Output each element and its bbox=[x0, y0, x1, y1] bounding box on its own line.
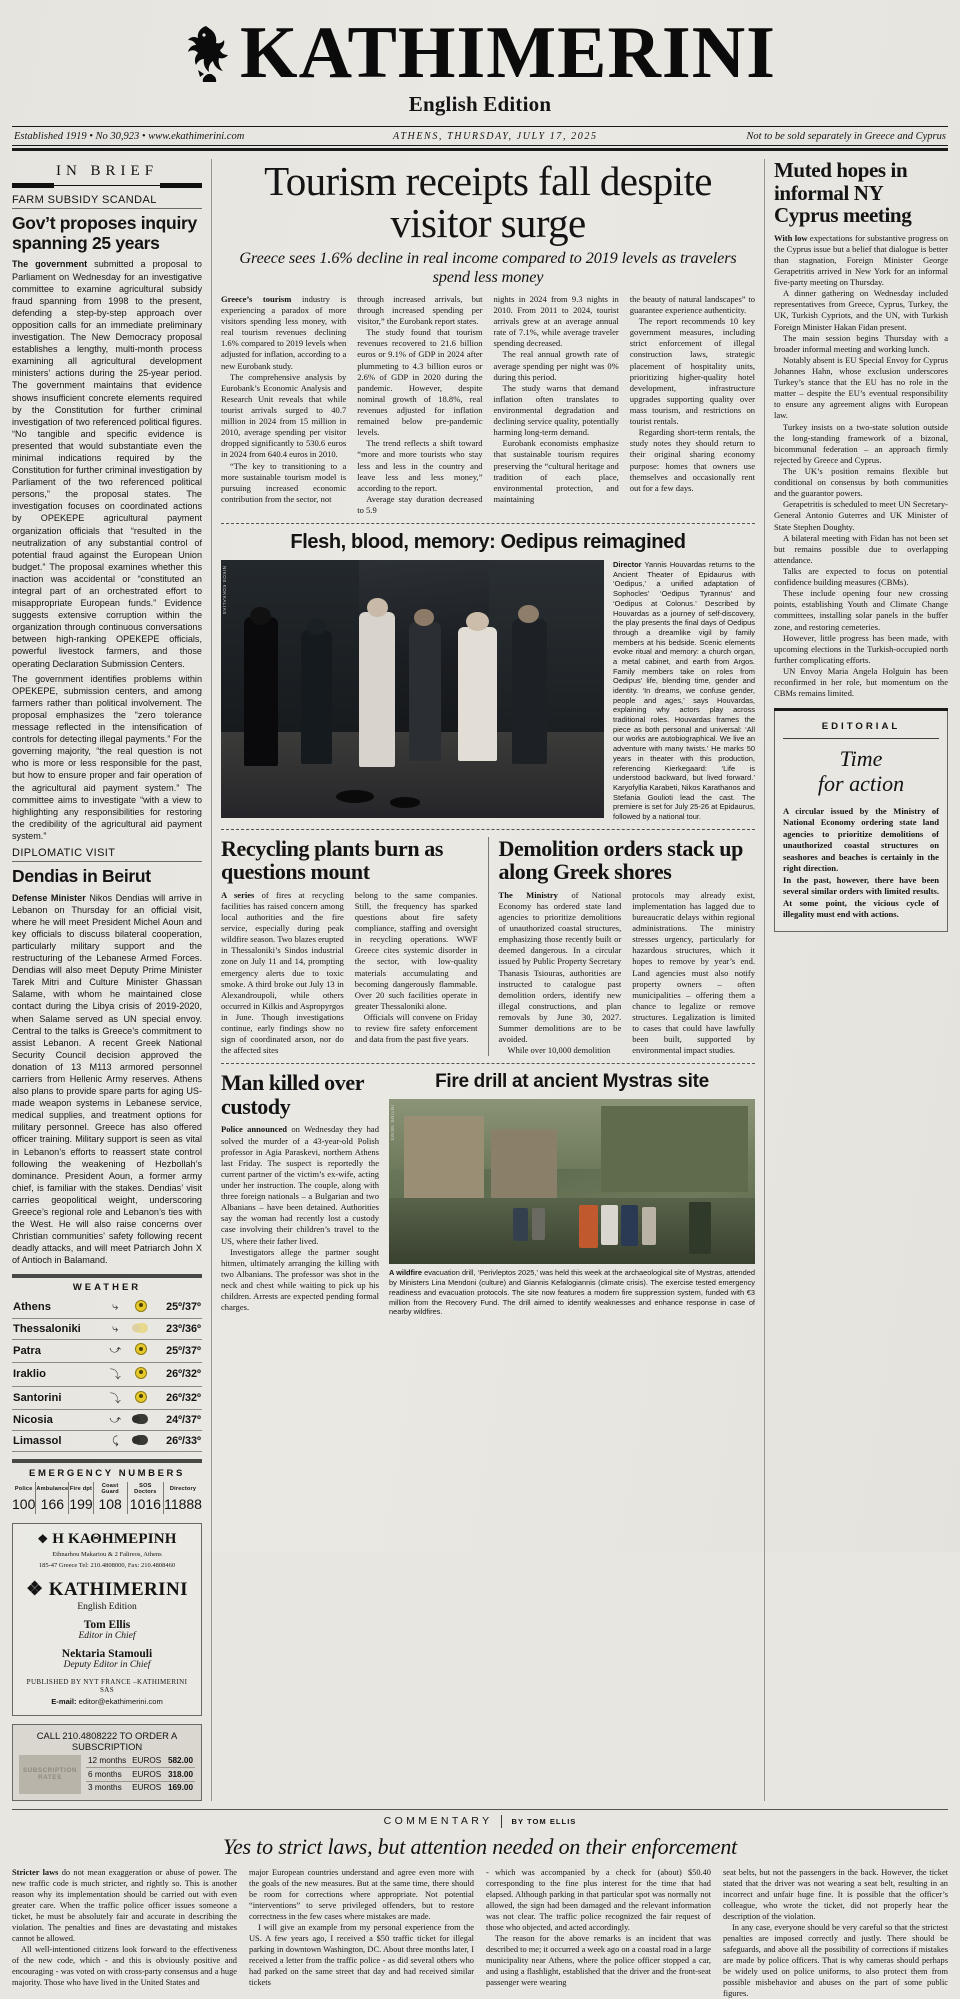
emergency-label: Police bbox=[12, 1482, 36, 1496]
weather-city: Athens bbox=[12, 1296, 102, 1318]
demolition-p: protocols may already exist, implementation has lagged due to bureaucratic delays within regional administrations. The ministry stresses urgency, particularly for hazardous structures, which it hopes to remove by year’s end. Land agencies must also notify property owners – often municipalities – offering them a chance to legalize or remove structures. Legalization is limited to cases that could have lawfully been built, supported by environmental impact studies. bbox=[632, 889, 755, 1056]
weather-temps: 24º/37º bbox=[154, 1410, 202, 1431]
griffin-small-icon: ❖ bbox=[37, 1531, 49, 1546]
editorial-title-line-1: Time bbox=[839, 746, 883, 772]
in-brief-heading: IN BRIEF bbox=[55, 163, 159, 180]
demolition-lead-in: The Ministry bbox=[498, 889, 558, 900]
man-killed-lead-in: Police announced bbox=[221, 1124, 288, 1135]
two-up-articles bbox=[221, 837, 755, 1057]
cyprus-p: The UK’s position remains flexible but conditional on consensus by both communities and the guarantor powers. bbox=[774, 466, 948, 499]
commentary-byline: BY TOM ELLIS bbox=[511, 1816, 577, 1826]
demolition-headline[interactable]: Demolition orders stack up along Greek shores bbox=[498, 835, 743, 885]
emergency-label: Ambulance bbox=[36, 1482, 69, 1496]
subscription-price: 582.00 bbox=[165, 1755, 195, 1768]
editorial-p: A circular issued by the Ministry of National Economy ordering state land agencies to prioritize demolitions of unauthorized coastal structures on seashores and beaches is certainly in the right direction. bbox=[783, 805, 939, 874]
weather-table bbox=[12, 1296, 202, 1451]
weather-row bbox=[12, 1340, 202, 1363]
in-brief-divider bbox=[12, 183, 202, 188]
masthead-title: KATHIMERINI bbox=[240, 12, 776, 94]
mystras-caption-text: evacuation drill, ‘Perivleptos 2025,’ was held this week at the archaeological site of Mystras, attended by Ministers Lina Mendoni (culture) and Giannis Kefalogiannis (climate crisis). The exercise tested emergency readiness and evacuation protocols. The site now features a modern fire suppression system, funded with €3 million from the Recovery Fund. The drill aimed to identify weaknesses and enhance response in case of nearby wildfires. bbox=[389, 1268, 755, 1317]
emergency-number: 1016 bbox=[127, 1496, 163, 1514]
weather-row bbox=[12, 1386, 202, 1410]
lead-story[interactable] bbox=[221, 158, 755, 516]
wind-icon: ⤷ bbox=[112, 1322, 119, 1335]
weather-row bbox=[12, 1296, 202, 1318]
emergency-label: SOS Doctors bbox=[127, 1482, 163, 1496]
subscription-period: 6 months bbox=[86, 1768, 130, 1781]
masthead-rule bbox=[12, 126, 948, 127]
demolition-p: of National Economy has ordered state land agencies to prioritize demolitions of unauthorized coastal structures, emphasizing those recently built or deemed dangerous. In a circular issued by Public Property Secretary Thanasis Tsiouras, authorities are instructed to catalogue past demolition orders, identify new illegal constructions, and plan removals by June 30, 2027. Summer demolitions are to be avoided. bbox=[498, 889, 622, 1045]
subscription-box[interactable] bbox=[12, 1724, 202, 1801]
cyprus-p: A bilateral meeting with Fidan has not been set but remains possible due to overlapping attendance. bbox=[774, 532, 948, 565]
cyprus-p: Turkey insists on a two-state solution outside the long-standing framework of a bizonal, bicommunal federation – an approach firmly rejected by Greece and Cyprus. bbox=[774, 421, 948, 465]
brief-body bbox=[12, 892, 202, 1267]
weather-temps: 26º/32º bbox=[154, 1362, 202, 1386]
weather-city: Santorini bbox=[12, 1386, 102, 1410]
wind-icon: ⤵ bbox=[109, 1369, 121, 1382]
weather-temps: 25º/37º bbox=[154, 1340, 202, 1363]
oedipus-caption-lead: Director bbox=[613, 560, 642, 570]
published-by: PUBLISHED BY NYT FRANCE –KATHIMERINI SAS bbox=[26, 1677, 188, 1694]
cyprus-p: Notably absent is EU Special Envoy for Cyprus Johannes Hahn, whose exclusion underscores Turkey’s stance that the EU has no role in the matter – despite the EU’s eventual responsibility to ensure any agreement aligns with European law. bbox=[774, 354, 948, 421]
commentary-p: major European countries understand and agree even more with the goals of the new measures. But at the same time, there should be room for corrections where appropriate. Not potential “interventions” to serve privileged offenders, but to restore correctness in the few cases where mistakes are made. bbox=[249, 1867, 474, 1921]
masthead-rule-3 bbox=[12, 148, 948, 151]
weather-temps: 23º/36º bbox=[154, 1319, 202, 1340]
lead-p: Average stay duration decreased to 5.9 bbox=[357, 493, 483, 515]
subscription-currency: EUROS bbox=[130, 1768, 165, 1781]
man-killed-body bbox=[221, 1124, 379, 1313]
cyprus-p: Gerapetritis is scheduled to meet UN Secretary-General Antonio Guterres and UK Minister of State Stephen Doughty. bbox=[774, 499, 948, 532]
subscription-rates-badge bbox=[19, 1755, 81, 1794]
emergency-table bbox=[12, 1482, 202, 1514]
subscription-price: 169.00 bbox=[167, 1783, 193, 1793]
brief-text-2: The government identifies problems within OPEKEPE, submission centers, and among farmers rather than political involvement. The proposal emphasizes the “zero tolerance message reflected in the intensification of controls for detecting illegal payments.” For the governing majority, “the real question is not who is more or less responsible for the past, but how to ensure proper and fair operation of the agricultural aid payment system.” The committee aims to investigate “with a view to highlighting any responsibilities for restoring the credibility of the agricultural aid payment system.” bbox=[12, 673, 202, 841]
commentary-p: The reason for the above remarks is an incident that was described to me; it occurred a week ago on a coastal road in a large municipality near Athens, where the police officer stopped a car, and using a flashlight, established that the driver and the front-seat passenger were wearing bbox=[486, 1933, 711, 1987]
emergency-number: 100 bbox=[12, 1495, 36, 1512]
commentary-p: - which was accompanied by a check for (about) $50.40 corresponding to the fine plus interest for the time that had elapsed. Although parking in that particular spot was normally not allowed, the sign had been damaged and the relevant information was not clear. The traffic police recognized the fair request of those who objected, and acted accordingly. bbox=[486, 1867, 711, 1932]
weather-temps: 26º/32º bbox=[154, 1386, 202, 1410]
man-killed-p: Investigators allege the partner sought hitmen, ultimately arranging the killing with two Albanians. The professor was shot in the neck and chest while waiting to pick up his children. Arrests are expected pending formal charges. bbox=[221, 1246, 379, 1313]
emergency-number: 199 bbox=[69, 1495, 93, 1512]
cyprus-p: UN Envoy Maria Angela Holguin has been reconfirmed in her role, but momentum on the CBMs remains limited. bbox=[774, 665, 948, 699]
editorial-p: In the past, however, there have been several similar orders with limited results. At some point, the vicious cycle of illegality must end with actions. bbox=[783, 874, 939, 920]
lead-p: industry is experiencing a paradox of more visitors spending less money, with real tourism revenues declining 1.6% compared to 2019 levels when adjusted for inflation, according to a new Eurobank study. bbox=[221, 293, 347, 371]
subscription-currency: EUROS bbox=[130, 1755, 165, 1768]
wind-icon: ⤹ bbox=[111, 1434, 119, 1447]
divider-dashed bbox=[221, 523, 755, 524]
subscription-row bbox=[86, 1768, 195, 1781]
editorial-title-line-2: for action bbox=[817, 770, 905, 796]
publisher-address-1: Ethnarhou Makariou & 2 Falirеos, Athens bbox=[52, 1550, 162, 1558]
subscription-currency: EUROS bbox=[132, 1783, 162, 1793]
demolition-article[interactable] bbox=[499, 837, 756, 1057]
editor-email-link[interactable]: editor@ekathimerini.com bbox=[78, 1696, 163, 1706]
weather-city: Iraklio bbox=[12, 1362, 102, 1386]
brief-headline[interactable]: Dendias in Beirut bbox=[12, 865, 151, 886]
editor-name: Tom Ellis bbox=[83, 1618, 131, 1631]
emergency-top-rule bbox=[12, 1459, 202, 1463]
cyprus-p: However, little progress has been made, with upcoming elections in the Turkish-occupied north further complicating efforts. bbox=[774, 632, 948, 665]
weather-temps: 25º/37º bbox=[154, 1296, 202, 1318]
subscription-badge-line-2: RATES bbox=[38, 1774, 62, 1782]
divider-dashed-2 bbox=[221, 829, 755, 830]
recycling-p: Officials will convene on Friday to review fire safety enforcement and data from the past five years. bbox=[354, 1011, 478, 1045]
wind-icon: ⤻ bbox=[109, 1413, 122, 1426]
lead-p: The study warns that demand inflation often translates to environmental degradation and declining service quality, potentially harming long-term demand. bbox=[493, 382, 619, 438]
mystras-photo bbox=[389, 1099, 755, 1264]
brief-kicker: DIPLOMATIC VISIT bbox=[12, 847, 202, 862]
demolition-body bbox=[499, 890, 756, 1057]
masthead-established: Established 1919 • No 30,923 • www.ekathimerini.com bbox=[14, 131, 245, 143]
weather-city: Patra bbox=[12, 1340, 102, 1363]
overcast-icon bbox=[134, 1435, 148, 1445]
mystras-feature[interactable] bbox=[389, 1071, 755, 1317]
cyprus-p: A dinner gathering on Wednesday included representatives from Greece, Cyprus, Turkey, the UK, Turkish Cypriots, and the UN, with Turkish Foreign Minister Hakan Fidan present. bbox=[774, 288, 948, 332]
masthead-rule-2 bbox=[12, 145, 948, 146]
cyprus-headline[interactable]: Muted hopes in informal NY Cyprus meeting bbox=[774, 158, 912, 228]
editorial-box[interactable] bbox=[774, 708, 948, 931]
masthead-notice: Not to be sold separately in Greece and Cyprus bbox=[746, 131, 946, 143]
photo-credit: NIKOS KOKKALIAS bbox=[222, 566, 227, 615]
sun-icon bbox=[135, 1391, 147, 1403]
cyprus-p: These include opening four new crossing points, establishing Youth and Climate Change committees, installing solar panels in the buffer zone, and restoring cemeteries. bbox=[774, 588, 948, 632]
main-column bbox=[212, 159, 764, 1801]
commentary-divider bbox=[501, 1815, 502, 1828]
oedipus-feature[interactable] bbox=[221, 531, 755, 822]
weather-widget bbox=[12, 1274, 202, 1451]
brief-headline[interactable]: Gov’t proposes inquiry spanning 25 years bbox=[12, 213, 197, 253]
lead-p: The study found that tourism revenues recovered to 21.6 billion euros or 9.1% of GDP in 2024 after plummeting to 4.3 billion euros or 2.6% of GDP in 2020 during the pandemic. However, despite nominal growth of 18.8%, real revenues adjusted for inflation remained below pre-pandemic levels. bbox=[357, 327, 483, 438]
recycling-p: belong to the same companies. Still, the frequency has sparked questions about fire safety compliance, staffing and oversight in recycling operations. WWF Greece cites systemic disorder in the sector, with low-quality materials accumulating and becoming dangerously flammable. Over 20 such facilities operate in greater Thessaloniki alone. bbox=[354, 889, 478, 1011]
subscription-row bbox=[86, 1781, 195, 1794]
oedipus-caption bbox=[613, 560, 755, 822]
oedipus-headline[interactable]: Flesh, blood, memory: Oedipus reimagined bbox=[290, 531, 686, 554]
brief-kicker: FARM SUBSIDY SCANDAL bbox=[12, 194, 202, 209]
publisher-greek-name: Η ΚΑΘΗΜΕΡΙΝΗ bbox=[52, 1530, 177, 1547]
lead-p: through increased arrivals, but through increased spending per visitor,” the Eurobank report states. bbox=[357, 293, 483, 327]
weather-row bbox=[12, 1319, 202, 1340]
editorial-body bbox=[783, 806, 939, 921]
lead-p: The comprehensive analysis by Eurobank’s Economic Analysis and Research Unit reveals that while tourist arrivals surged to 40.7 million in 2024 from 15 million in 2010, average spending per visitor dropped significantly to 530.6 euros in 2024 from 640.4 euros in 2010. bbox=[221, 371, 347, 460]
publisher-brand: KATHIMERINI bbox=[48, 1578, 188, 1600]
mystras-caption-lead: A wildfire bbox=[389, 1268, 423, 1278]
weather-row bbox=[12, 1410, 202, 1431]
commentary-p: do not mean exaggeration or abuse of power. The new traffic code is much stricter, and rightly so. This is another reason why its implementation should be carried out with even greater care. When the traffic police officer issues someone a ticket, he must be absolutely fair and accurate in describing the violation. The penalties and fines are devastating and mistakes cannot be allowed. bbox=[12, 1867, 237, 1943]
brief-item-dendias[interactable] bbox=[12, 847, 202, 1267]
editor-role: Editor in Chief bbox=[78, 1630, 136, 1641]
commentary-p: I will give an example from my personal experience from the US. A few years ago, I received a $50 traffic ticket for illegal parking in downtown Washington, DC. About three months later, I received a letter from the traffic police - as did several others who had parked on the same street that day and had received similar tickets bbox=[249, 1922, 474, 1987]
oedipus-caption-text: Yannis Houvardas returns to the Ancient Theater of Epidaurus with ‘Oedipus,’ a unified adaptation of Sophocles’ ‘Oedipus Tyrannus’ and ‘Oedipus at Colonus.’ Described by Houvardas as a journey of self-discovery, the play presents the final days of Oedipus through a dreamlike vigil by family members at his bedside. Scenic elements evoke ritual and memory: a church organ, a metal cabinet, and earth from Argos. Family members take on roles from Oedipus’ life, blending time, gender and identity. ‘In dreams, we confuse gender, people and ages,’ says Houvardas, explaining why actors play across traditional roles. Houvardas frames the piece as both personal and universal: ‘All our works are autobiographical. We live an adventure with many twists.’ He marks 50 years in theater with this production, referencing Kierkegaard: ‘Life is understood backward, but lived forward.’ Karyofyllia Karabeti, Nikos Karathanos and Stefania Goulioti lead the cast. The premiere is set for July 25-26 at Epidaurus, followed by a national tour. bbox=[613, 560, 755, 821]
right-column bbox=[764, 159, 948, 1801]
brief-text: Nikos Dendias will arrive in Lebanon on Thursday for an official visit, where he will meet President Michel Aoun and key officials to discuss bilateral cooperation, particularly military support and the restructuring of the Lebanese Armed Forces. Dendias will also meet Deputy Prime Minister Tarek Mitri and Culture Minister Ghassan Salame, with whom he maintained close contact during the Libya crisis of 2019-2020, when Salame served as UN special envoy. Central to the talks is Greece’s commitment to assist Lebanon. A recent Greek National Security Council decision approved the donation of 13 M113 armored personnel carriers from Hellenic Army reserves. Athens also plans to provide spare parts for aging US-made weapon systems in Lebanese service, medical supplies, and treatment options for military personnel. Greece has also offered officer training. Military support is seen as vital in Lebanon’s efforts to reassert state control following the weakening of Hezbollah’s dominance. President Aoun, a former army chief, is familiar with the stakes. Dendias’ visit carries geopolitical weight, underscoring Greece’s regional role and Lebanon’s ties with the West. He will also raise concerns over Christian communities’ safety following recent deadly attacks, and will meet Patriarch John X of Antioch in Balamand. bbox=[12, 892, 202, 1266]
man-killed-p: on Wednesday they had solved the murder of a 43-year-old Polish professor in Agia Paraskevi, northern Athens last Friday. The suspect is reportedly the current partner of the victim’s ex-wife, acting under her instruction. The couple, along with three foreign nationals – a Bulgarian and two Albanians – have been detained. Authorities say the woman had recently lost a custody case involving their children’s travel to the US, where their father lived. bbox=[221, 1124, 379, 1246]
lead-p: The trend reflects a shift toward “more and more tourists who stay less and less in the country and leave less and less money,” according to the report. bbox=[357, 438, 483, 493]
mystras-caption bbox=[389, 1268, 755, 1317]
man-killed-headline[interactable]: Man killed over custody bbox=[221, 1070, 364, 1119]
lead-p: nights in 2024 from 9.3 nights in 2010. From 2011 to 2024, tourist arrivals grew at an average annual rate of 7.1%, while average traveler spending decreased. bbox=[493, 293, 619, 349]
lead-lead-in: Greece’s tourism bbox=[221, 293, 292, 304]
emergency-label: Coast Guard bbox=[93, 1482, 127, 1496]
weather-heading: WEATHER bbox=[72, 1282, 142, 1294]
subscription-price: 318.00 bbox=[165, 1768, 195, 1781]
recycling-headline[interactable]: Recycling plants burn as questions mount bbox=[221, 835, 444, 885]
weather-city: Limassol bbox=[12, 1431, 102, 1452]
brief-body bbox=[12, 258, 202, 842]
wind-icon: ⤵ bbox=[109, 1393, 121, 1405]
emergency-heading: EMERGENCY NUMBERS bbox=[29, 1467, 185, 1479]
wind-icon: ⤻ bbox=[109, 1344, 122, 1357]
deputy-editor-name: Nektaria Stamouli bbox=[61, 1647, 153, 1660]
commentary-lead-in: Stricter laws bbox=[12, 1867, 59, 1877]
subscription-row bbox=[86, 1755, 195, 1768]
cyprus-p: The main session begins Thursday with a broader informal meeting and working lunch. bbox=[774, 332, 948, 354]
publisher-edition: English Edition bbox=[77, 1601, 137, 1612]
lead-deck: Greece sees 1.6% decline in real income compared to 2019 levels as travelers spend less money bbox=[239, 248, 737, 286]
weather-city: Nicosia bbox=[12, 1410, 102, 1431]
lead-headline[interactable]: Tourism receipts fall despite visitor surge bbox=[264, 158, 712, 247]
masthead bbox=[12, 0, 948, 151]
subscription-badge-line-1: SUBSCRIPTION bbox=[23, 1767, 77, 1775]
subscription-rates-table bbox=[86, 1755, 195, 1794]
commentary-label: COMMENTARY bbox=[383, 1815, 493, 1828]
left-column bbox=[12, 159, 212, 1801]
cyprus-p: Talks are expected to focus on potential confidence building measures (CBMs). bbox=[774, 565, 948, 588]
mystras-photo-credit: INTIME NEWS bbox=[390, 1105, 395, 1142]
commentary-p: In any case, everyone should be very careful so that the strictest penalties are imposed correctly and justly. There should be safeguards, and above all the possibility of corrections if mistakes are made by police officers. That is why cameras should perhaps be widely used on police uniforms, to also protect them from possible misbehavior and abuses on the part of some public figures. bbox=[723, 1922, 948, 1998]
emergency-label: Fire dpt bbox=[69, 1482, 93, 1496]
overcast-icon bbox=[134, 1414, 148, 1424]
subscription-call-line: CALL 210.4808222 TO ORDER A SUBSCRIPTION bbox=[36, 1729, 178, 1752]
sun-icon bbox=[135, 1343, 147, 1355]
commentary-section[interactable] bbox=[12, 1809, 948, 1999]
commentary-p: All well-intentioned citizens look forward to the effectiveness of the new code, which - and this is obviously positive and encouraging - was voted on with cross-party consensus and a huge majority. Those who have lived in the United States and bbox=[12, 1944, 237, 1987]
commentary-p: seat belts, but not the passengers in the back. However, the ticket stated that the driver was not wearing a seat belt, resulting in an incorrect and unfair huge fine. It is possible that the officer’s colleague, who wrote the ticket, did not properly hear the description of the violation. bbox=[723, 1867, 948, 1921]
editorial-label: EDITORIAL bbox=[783, 718, 939, 739]
cyprus-p: expectations for substantive progress on the Cyprus issue but a belief that dialogue is better than stagnation, Foreign Minister George Gerapetritis arrived in New York for an informal five-party meeting on Thursday. bbox=[774, 232, 948, 288]
lead-p: Eurobank economists emphasize that sustainable tourism requires preserving the “cultural heritage and tradition of each place, environmental protection, and maintaining bbox=[493, 438, 619, 504]
weather-city: Thessaloniki bbox=[12, 1319, 102, 1340]
griffin-logo-icon bbox=[184, 22, 230, 84]
bottom-feature-row bbox=[221, 1071, 755, 1317]
subscription-period: 12 months bbox=[86, 1755, 130, 1768]
lead-p: the beauty of natural landscapes” to guarantee experience authenticity. bbox=[629, 293, 755, 316]
emergency-number: 108 bbox=[93, 1496, 127, 1514]
column-separator bbox=[488, 837, 489, 1057]
deputy-editor-role: Deputy Editor in Chief bbox=[63, 1659, 151, 1670]
oedipus-photo bbox=[221, 560, 604, 818]
cyprus-body bbox=[774, 233, 948, 700]
brief-text: submitted a proposal to Parliament on Wednesday for an investigative committee to examine agricultural subsidy fraud spanning from 1998 to the present, defending a step-by-step approach over opposition calls for an immediate preliminary investigation. The New Democracy proposal establishes a lengthy, multi-month process examining all agricultural development ministers’ actions during the 25-year period. The government maintains that evidence shows insufficient concrete elements required by the Constitution for further criminal investigation of two referenced political figures. “No tangible and specific evidence is presented that would substantiate even the minimal indications required by the Constitution for further criminal investigation by Parliament of the two referenced political persons,” the proposal states. The investigation focuses on coordinated actions by OPEKEPE agricultural payment organization officials that “resulted in the neutralization of any substantial control of potential fraud against the European Union budget.” The proposal examines whether this inaction was accidental or “constituted an integral part of an orchestrated effort to misappropriate European funds.” Evidence suggests extensive corruption within the organization through continuous conversations between high-ranking OPEKEPE officials, powerful livestock farmers, and those operating Declaration Submission Centers. bbox=[12, 259, 202, 669]
emergency-number: 166 bbox=[36, 1496, 69, 1514]
wind-icon: ⤷ bbox=[112, 1300, 119, 1313]
commentary-headline[interactable]: Yes to strict laws, but attention needed on their enforcement bbox=[222, 1833, 738, 1859]
sun-icon bbox=[135, 1367, 147, 1379]
sun-icon bbox=[135, 1300, 147, 1312]
divider-dashed-3 bbox=[221, 1063, 755, 1064]
publisher-address-2: 185-47 Greece Tel: 210.4808000, Fax: 210.4808460 bbox=[38, 1562, 176, 1570]
subscription-period: 3 months bbox=[88, 1783, 122, 1793]
brief-item-farm-subsidy[interactable] bbox=[12, 194, 202, 842]
recycling-body bbox=[221, 890, 478, 1057]
recycling-lead-in: A series bbox=[221, 889, 255, 900]
lead-body bbox=[221, 294, 755, 516]
weather-top-rule bbox=[12, 1274, 202, 1278]
cyprus-article[interactable] bbox=[774, 159, 948, 699]
lead-p: The report recommends 10 key government measures, including strict enforcement of illegal construction laws, strategic placement of hospitality units, prioritizing higher-quality hotel development, infrastructure upgrades supporting quality over mass tourism, and restrictions on tourist rentals. bbox=[629, 316, 755, 427]
recycling-p: of fires at recycling facilities has raised concern among local authorities and the fire service, especially during peak wildfire season. Two blazes erupted in Thessaloniki’s Sindos industrial zone on July 11 and 14, prompting emergency alerts due to toxic smoke. A third broke out July 13 in Alexandroupoli, while others occurred in Kilkis and Aspropyrgos in June. Though investigations continue, early findings show no sign of coordinated arson, nor do the affected sites bbox=[221, 889, 344, 1056]
brief-lead-in: The government bbox=[12, 259, 88, 270]
man-killed-article[interactable] bbox=[221, 1071, 379, 1317]
lead-p: “The key to transitioning to a more sustainable tourism model is pursuing increased economic contribution from the sector, not bbox=[221, 460, 347, 504]
cyprus-lead-in: With low bbox=[774, 232, 808, 243]
emergency-number: 11888 bbox=[164, 1495, 202, 1512]
weather-row bbox=[12, 1431, 202, 1452]
mystras-headline[interactable]: Fire drill at ancient Mystras site bbox=[435, 1071, 709, 1093]
page-grid bbox=[12, 159, 948, 1801]
lead-p: Regarding short-term rentals, the study notes they should return to their original sharing economy purpose: homes that owners use themselves and occasionally rent out for a few days. bbox=[629, 427, 755, 493]
commentary-body bbox=[12, 1867, 948, 1999]
griffin-small-icon-2: ❖ bbox=[26, 1578, 44, 1600]
weather-row bbox=[12, 1362, 202, 1386]
recycling-article[interactable] bbox=[221, 837, 478, 1057]
emergency-numbers-widget bbox=[12, 1459, 202, 1514]
emergency-label: Directory bbox=[169, 1485, 197, 1492]
weather-temps: 26º/33º bbox=[154, 1431, 202, 1452]
partly-cloudy-icon bbox=[134, 1323, 148, 1333]
email-label: E-mail: bbox=[51, 1696, 77, 1706]
demolition-p: While over 10,000 demolition bbox=[507, 1045, 611, 1056]
lead-p: The real annual growth rate of average spending per night was 0% during this period. bbox=[493, 349, 619, 382]
masthead-place-date: ATHENS, THURSDAY, JULY 17, 2025 bbox=[393, 131, 598, 143]
masthead-edition: English Edition bbox=[408, 92, 552, 117]
brief-lead-in: Defense Minister bbox=[12, 892, 86, 903]
